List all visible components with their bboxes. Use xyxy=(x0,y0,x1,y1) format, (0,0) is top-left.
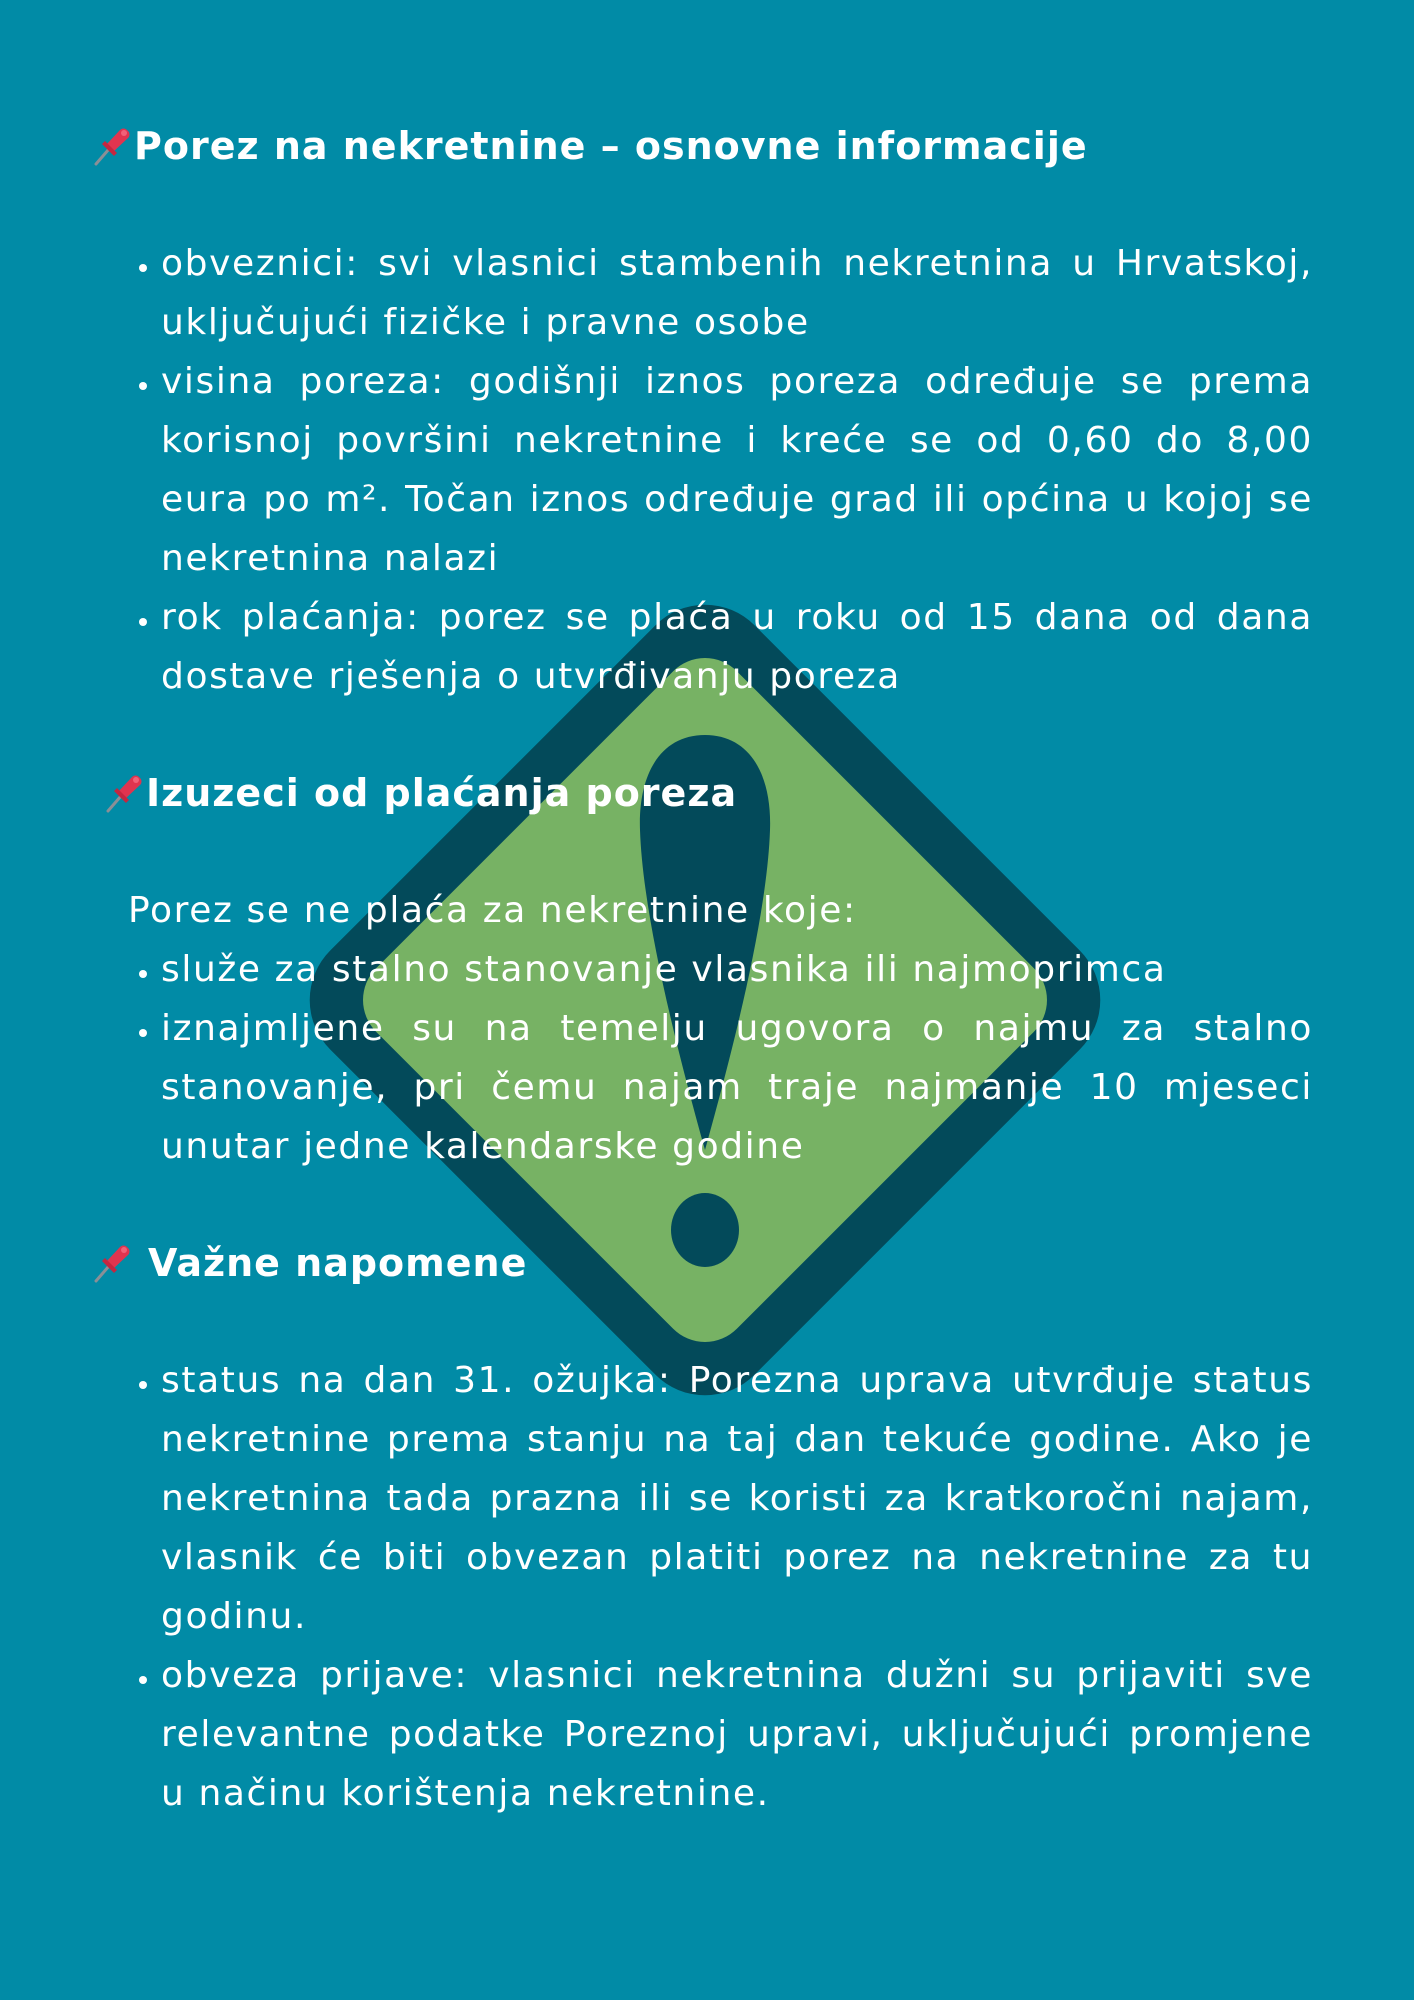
pushpin-icon xyxy=(90,124,134,168)
pushpin-icon xyxy=(90,1241,134,1285)
list-item: • obveza prijave: vlasnici nekretnina dužni su prijaviti sve relevantne podatke Poreznoj upravi, uključujući promjene u načinu korištenja nekretnine. xyxy=(161,1646,1313,1823)
section-heading-exemptions xyxy=(102,771,737,815)
section-heading-basic-info xyxy=(90,124,1088,168)
list-item: • visina poreza: godišnji iznos poreza određuje se prema korisnoj površini nekretnine i kreće se od 0,60 do 8,00 eura po m². Točan iznos određuje grad ili općina u kojoj se nekretnina nalazi xyxy=(161,352,1313,588)
list-item: • služe za stalno stanovanje vlasnika ili najmoprimca xyxy=(161,940,1313,999)
list-item: • status na dan 31. ožujka: Porezna uprava utvrđuje status nekretnine prema stanju na taj dan tekuće godine. Ako je nekretnina tada prazna ili se koristi za kratkoročni najam, vlasnik će biti obvezan platiti porez na nekretnine za tu godinu. xyxy=(161,1351,1313,1646)
exemptions-list xyxy=(118,940,1313,1176)
heading-text: Porez na nekretnine – osnovne informacije xyxy=(134,124,1088,168)
basic-info-list xyxy=(118,234,1313,706)
heading-text: Važne napomene xyxy=(148,1241,528,1285)
list-item: • obveznici: svi vlasnici stambenih nekretnina u Hrvatskoj, uključujući fizičke i pravne osobe xyxy=(161,234,1313,352)
exclamation-dot xyxy=(671,1193,739,1267)
pushpin-icon xyxy=(102,771,146,815)
notes-list xyxy=(118,1351,1313,1823)
exemptions-intro: Porez se ne plaća za nekretnine koje: xyxy=(128,890,857,931)
list-item: • iznajmljene su na temelju ugovora o najmu za stalno stanovanje, pri čemu najam traje najmanje 10 mjeseci unutar jedne kalendarske godine xyxy=(161,999,1313,1176)
heading-text: Izuzeci od plaćanja poreza xyxy=(146,771,738,815)
list-item: • rok plaćanja: porez se plaća u roku od 15 dana od dana dostave rješenja o utvrđivanju poreza xyxy=(161,588,1313,706)
section-heading-notes xyxy=(90,1241,527,1285)
